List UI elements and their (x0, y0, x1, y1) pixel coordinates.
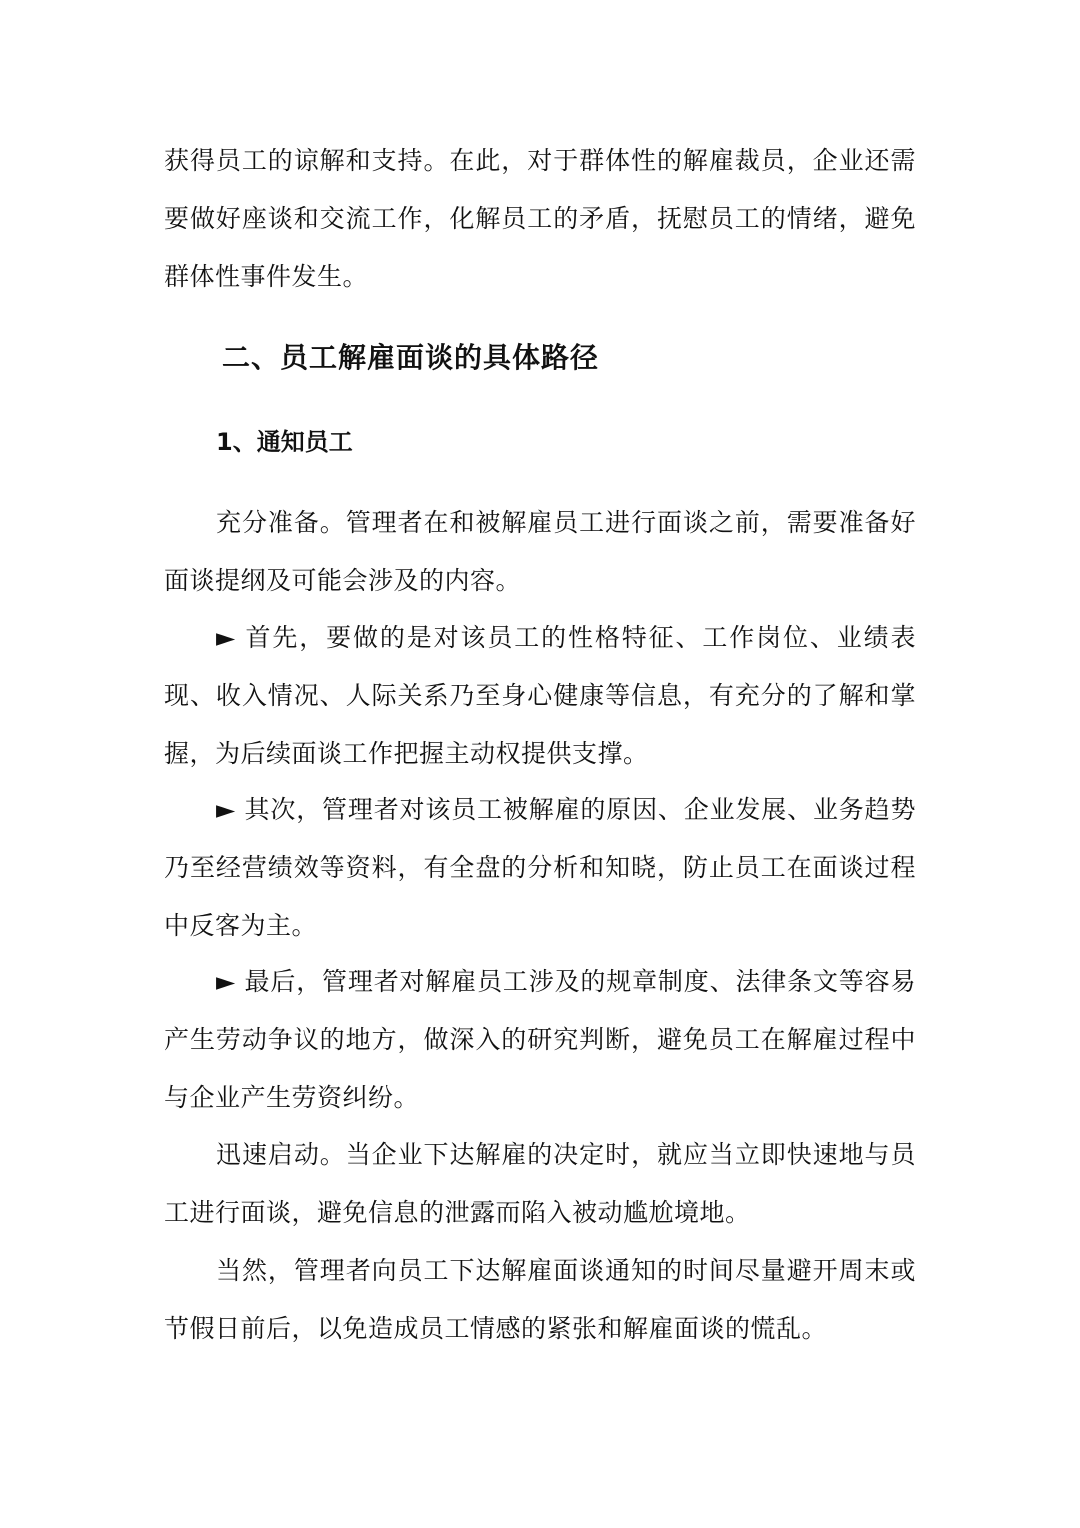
bullet-paragraph-first: ► 首先，要做的是对该员工的性格特征、工作岗位、业绩表现、收入情况、人际关系乃至身心健康等信息，有充分的了解和掌握，为后续面谈工作把握主动权提供支撑。 (164, 623, 916, 768)
section-heading: 二、员工解雇面谈的具体路径 (222, 341, 600, 374)
paragraph-quick-start: 迅速启动。当企业下达解雇的决定时，就应当立即快速地与员工进行面谈，避免信息的泄露而陷入被动尴尬境地。 (164, 1140, 916, 1227)
paragraph-preparation: 充分准备。管理者在和被解雇员工进行面谈之前，需要准备好面谈提纲及可能会涉及的内容。 (164, 508, 916, 595)
subsection-heading: 1、通知员工 (216, 428, 353, 456)
bullet-paragraph-second: ► 其次，管理者对该员工被解雇的原因、企业发展、业务趋势乃至经营绩效等资料，有全盘的分析和知晓，防止员工在面谈过程中反客为主。 (164, 795, 916, 940)
paragraph-timing: 当然，管理者向员工下达解雇面谈通知的时间尽量避开周末或节假日前后，以免造成员工情感的紧张和解雇面谈的慌乱。 (164, 1256, 916, 1343)
bullet-paragraph-last: ► 最后，管理者对解雇员工涉及的规章制度、法律条文等容易产生劳动争议的地方，做深入的研究判断，避免员工在解雇过程中与企业产生劳资纠纷。 (164, 967, 916, 1112)
intro-paragraph: 获得员工的谅解和支持。在此，对于群体性的解雇裁员，企业还需要做好座谈和交流工作，化解员工的矛盾，抚慰员工的情绪，避免群体性事件发生。 (164, 146, 916, 291)
